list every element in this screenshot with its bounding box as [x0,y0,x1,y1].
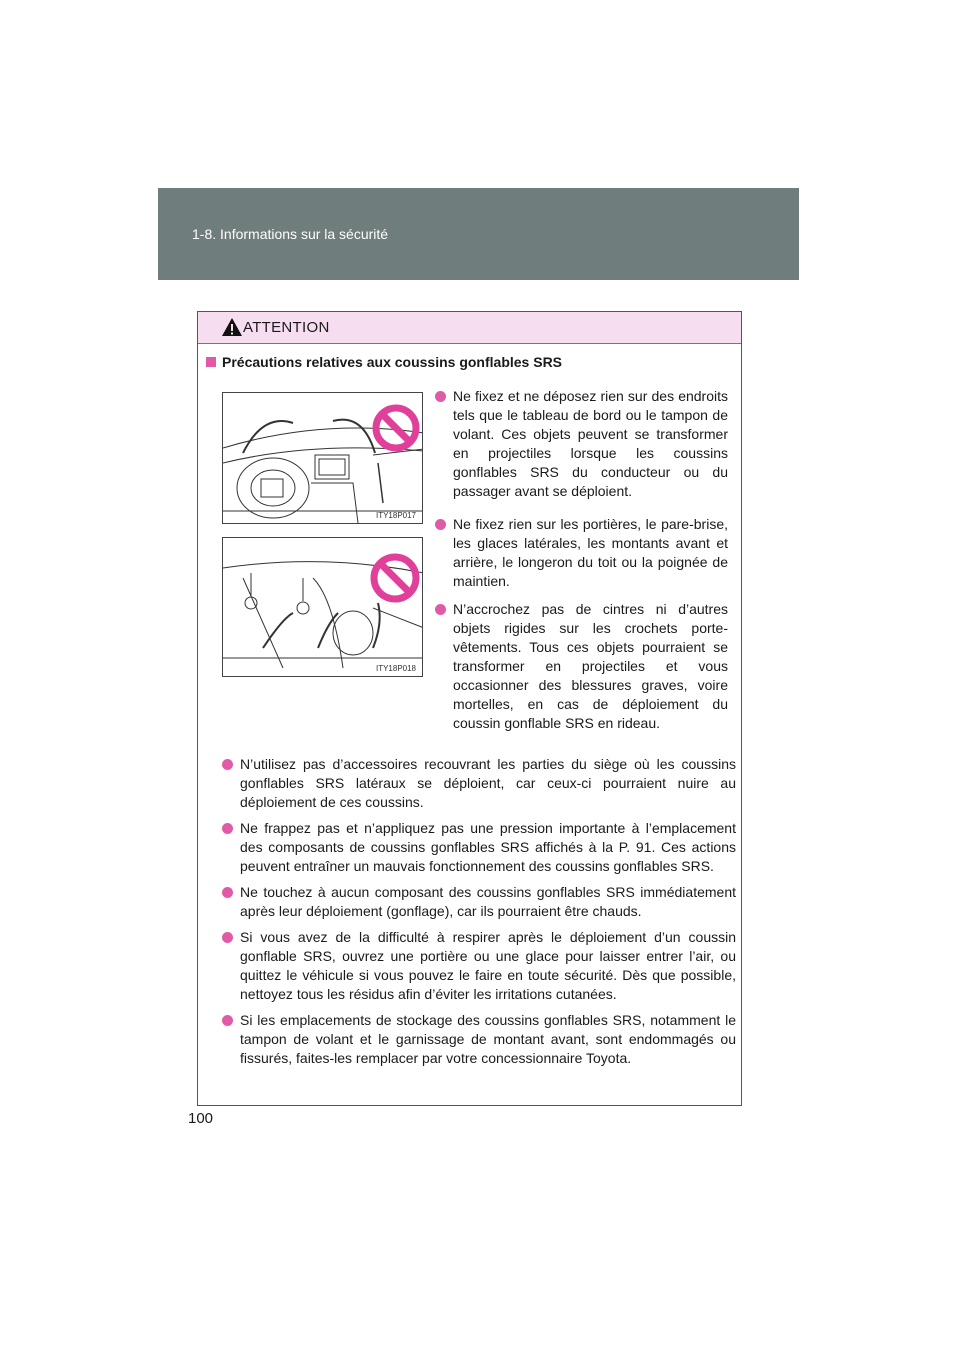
caution-header [198,312,741,344]
prohibited-sign-icon [369,552,421,604]
warning-icon [221,317,243,337]
caution-title: ATTENTION [243,319,330,336]
list-item: N’utilisez pas d’accessoires recouvrant les parties du siège où les coussins gonflables SRS latéraux se déploient, car ceux-ci pourraient nuire au déploiement de ces coussins. [222,755,736,812]
list-item: Ne frappez pas et n’appliquez pas une pression importante à l’emplacement des composants de coussins gonflables SRS affichés à la P. 91. Ces actions peuvent entraîner un mauvais fonctionnement des coussins gonflables SRS. [222,819,736,876]
page-number: 100 [188,1110,214,1127]
list-item: N’accrochez pas de cintres ni d’autres objets rigides sur les crochets porte-vêtements. Tous ces objets pourraient se transformer en projectiles et vous occasionner des blessures graves, voire mortelles, en cas de déploiement du coussin gonflable SRS en rideau. [435,600,728,733]
figure-interior [222,537,423,677]
figure-code: ITY18P017 [375,511,416,520]
list-item: Ne fixez et ne déposez rien sur des endroits tels que le tableau de bord ou le tampon de volant. Ces objets peuvent se transformer en projectiles lorsque les coussins gonflables SRS du conducteur ou du passager avant se déploient. [435,387,728,501]
figure-dashboard [222,392,423,524]
caution-box [197,311,742,1106]
list-item: Si vous avez de la difficulté à respirer après le déploiement d’un coussin gonflable SRS, ouvrez une portière ou une glace pour laisser entrer l’air, ou quittez le véhicule si vous pouvez le faire en toute sécurité. Dès que possible, nettoyez tous les résidus afin d’éviter les irritations cutanées. [222,928,736,1004]
square-bullet-icon [206,357,216,367]
list-item: Ne touchez à aucun composant des coussins gonflables SRS immédiatement après leur déploiement (gonflage), car ils pourraient être chauds. [222,883,736,921]
prohibited-sign-icon [371,403,421,453]
side-bullets [435,387,728,742]
list-item: Si les emplacements de stockage des coussins gonflables SRS, notamment le tampon de volant et le garnissage de montant avant, sont endommagés ou fissurés, faites-les remplacer par votre concessionnaire Toyota. [222,1011,736,1068]
header-band [158,188,799,280]
bullet-list [222,755,736,1075]
section-title: 1-8. Informations sur la sécurité [192,226,389,242]
figure-code: ITY18P018 [375,664,416,673]
list-item: Ne fixez rien sur les portières, le pare-brise, les glaces latérales, les montants avant et arrière, le longeron du toit ou la poignée de maintien. [435,515,728,591]
topic-heading: Précautions relatives aux coussins gonflables SRS [206,354,562,370]
